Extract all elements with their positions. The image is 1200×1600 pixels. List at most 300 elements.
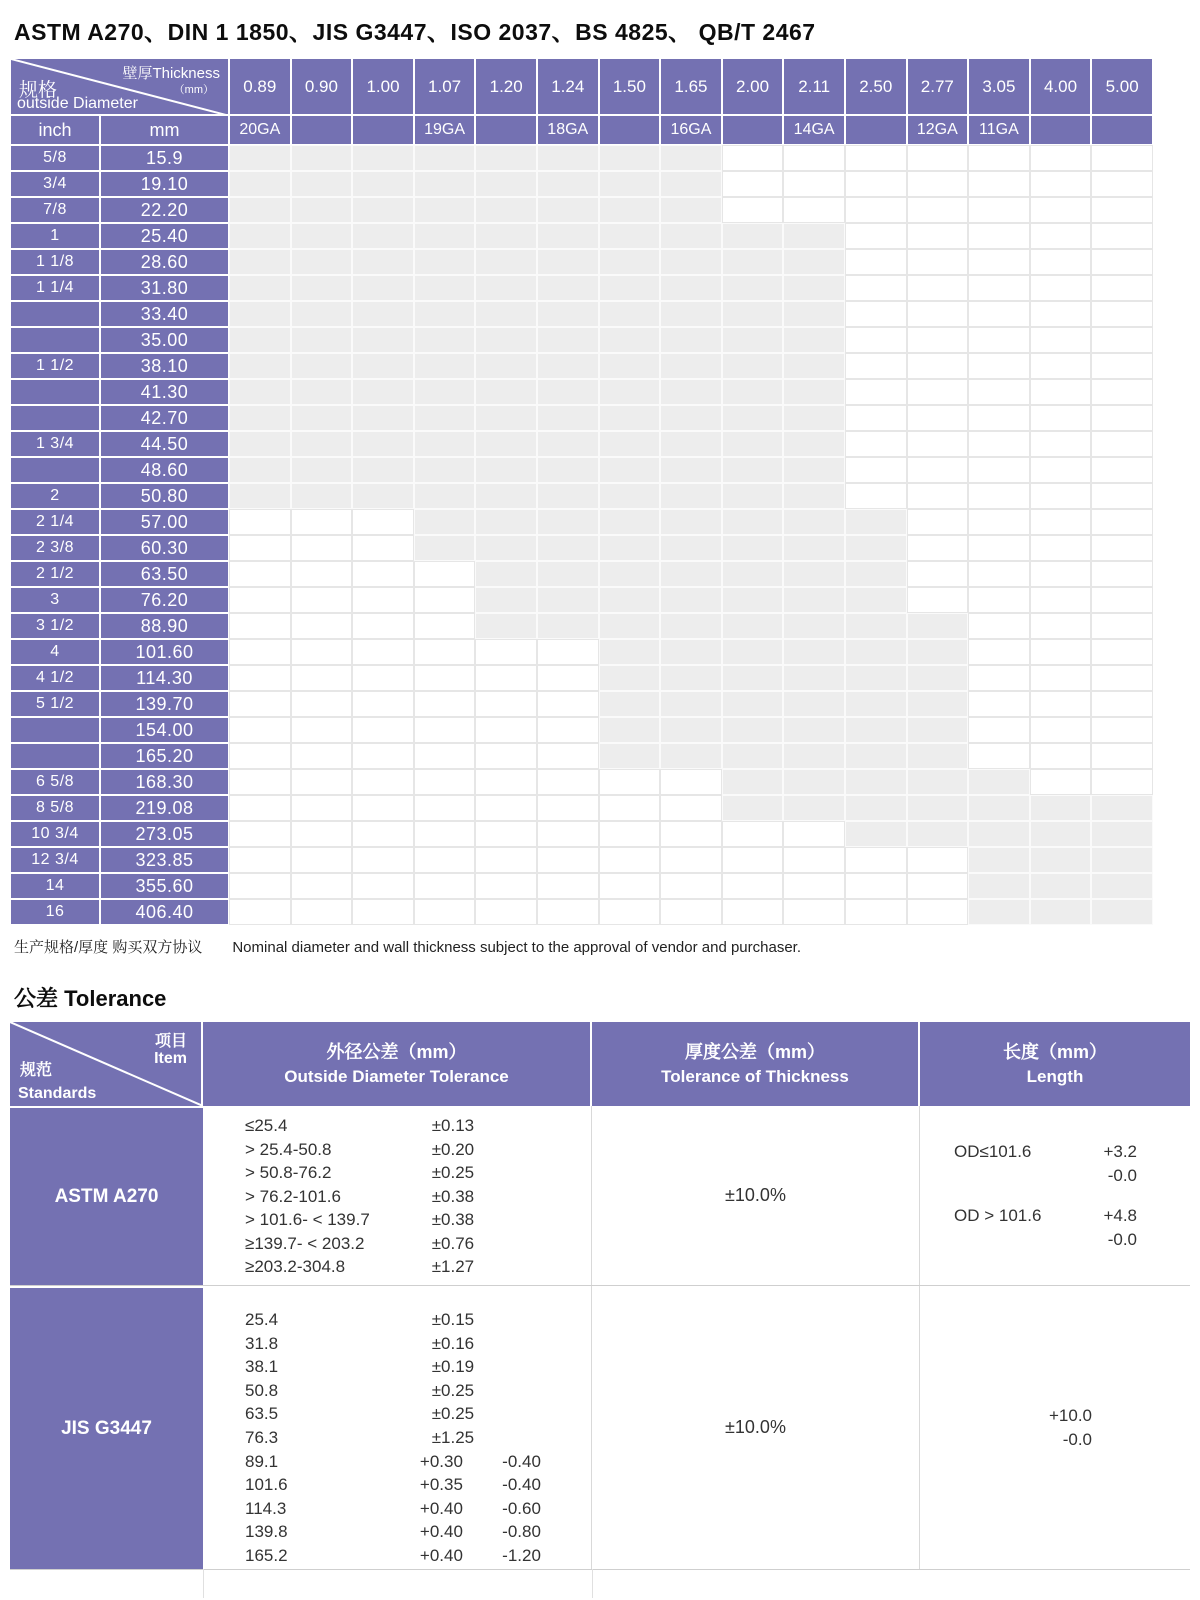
unavailable-cell — [229, 639, 291, 665]
available-cell — [907, 821, 969, 847]
unavailable-cell — [352, 509, 414, 535]
available-cell — [414, 431, 476, 457]
available-cell — [783, 769, 845, 795]
od-tolerance-line — [203, 1355, 591, 1379]
available-cell — [537, 197, 599, 223]
od-tolerance-line — [203, 1138, 591, 1162]
available-cell — [475, 535, 537, 561]
unavailable-cell — [291, 561, 353, 587]
od-range: > 76.2-101.6 — [245, 1186, 341, 1206]
gauge-header-cell: 11GA — [968, 115, 1030, 145]
mm-unit-cell: mm — [100, 115, 229, 145]
unavailable-cell — [660, 795, 722, 821]
inch-value-cell: 8 5/8 — [10, 795, 100, 821]
mm-value-cell: 165.20 — [100, 743, 229, 769]
corner-spec-label-cn: 规格 — [19, 80, 58, 101]
unavailable-cell — [1030, 535, 1092, 561]
available-cell — [352, 353, 414, 379]
available-cell — [599, 405, 661, 431]
tolerance-row-jis — [10, 1286, 1190, 1570]
unavailable-cell — [1091, 457, 1153, 483]
od-range: 63.5 — [245, 1404, 279, 1424]
unavailable-cell — [414, 639, 476, 665]
unavailable-cell — [722, 821, 784, 847]
unavailable-cell — [537, 821, 599, 847]
available-cell — [968, 899, 1030, 925]
inch-value-cell: 2 — [10, 483, 100, 509]
unavailable-cell — [291, 743, 353, 769]
od-header-cn: 外径公差（mm） — [326, 1042, 467, 1062]
available-cell — [414, 353, 476, 379]
available-cell — [414, 223, 476, 249]
available-cell — [291, 145, 353, 171]
th-header-en: Tolerance of Thickness — [661, 1067, 849, 1086]
unavailable-cell — [845, 197, 907, 223]
gauge-header-cell: 12GA — [907, 115, 969, 145]
unavailable-cell — [352, 873, 414, 899]
available-cell — [783, 665, 845, 691]
unavailable-cell — [1091, 223, 1153, 249]
unavailable-cell — [537, 899, 599, 925]
available-cell — [599, 535, 661, 561]
unavailable-cell — [1030, 353, 1092, 379]
available-cell — [475, 509, 537, 535]
unavailable-cell — [537, 743, 599, 769]
unavailable-cell — [660, 821, 722, 847]
standard-label: JIS G3447 — [10, 1286, 203, 1569]
available-cell — [845, 795, 907, 821]
available-cell — [968, 821, 1030, 847]
size-thickness-table — [10, 58, 1153, 925]
available-cell — [845, 821, 907, 847]
available-cell — [722, 327, 784, 353]
unavailable-cell — [352, 795, 414, 821]
od-range: 139.8 — [245, 1522, 288, 1542]
available-cell — [660, 405, 722, 431]
unavailable-cell — [968, 509, 1030, 535]
th-header-cn: 厚度公差（mm） — [684, 1042, 825, 1062]
od-tolerance-cell — [203, 1106, 592, 1285]
available-cell — [475, 561, 537, 587]
available-cell — [783, 249, 845, 275]
available-cell — [229, 327, 291, 353]
available-cell — [660, 353, 722, 379]
available-cell — [660, 587, 722, 613]
available-cell — [1030, 821, 1092, 847]
unavailable-cell — [845, 379, 907, 405]
unavailable-cell — [1030, 327, 1092, 353]
available-cell — [845, 665, 907, 691]
unavailable-cell — [1091, 249, 1153, 275]
unavailable-cell — [599, 769, 661, 795]
od-range: > 50.8-76.2 — [245, 1163, 332, 1182]
available-cell — [660, 171, 722, 197]
unavailable-cell — [291, 665, 353, 691]
inch-value-cell: 3 — [10, 587, 100, 613]
available-cell — [783, 353, 845, 379]
od-tolerance-line — [203, 1379, 591, 1403]
available-cell — [722, 561, 784, 587]
available-cell — [291, 353, 353, 379]
available-cell — [599, 379, 661, 405]
available-cell — [352, 379, 414, 405]
unavailable-cell — [1030, 301, 1092, 327]
unavailable-cell — [907, 587, 969, 613]
unavailable-cell — [1030, 405, 1092, 431]
unavailable-cell — [537, 665, 599, 691]
available-cell — [599, 743, 661, 769]
available-cell — [414, 379, 476, 405]
unavailable-cell — [1091, 379, 1153, 405]
unavailable-cell — [907, 431, 969, 457]
unavailable-cell — [845, 873, 907, 899]
unavailable-cell — [660, 769, 722, 795]
unavailable-cell — [1030, 691, 1092, 717]
thickness-header-cell: 2.50 — [845, 58, 907, 115]
od-tolerance-value: ±0.76 — [431, 1233, 475, 1253]
unavailable-cell — [291, 795, 353, 821]
available-cell — [722, 301, 784, 327]
available-cell — [722, 431, 784, 457]
available-cell — [229, 379, 291, 405]
available-cell — [537, 457, 599, 483]
available-cell — [599, 197, 661, 223]
unavailable-cell — [968, 613, 1030, 639]
unavailable-cell — [414, 691, 476, 717]
available-cell — [660, 145, 722, 171]
inch-value-cell: 1 1/4 — [10, 275, 100, 301]
available-cell — [599, 145, 661, 171]
available-cell — [291, 223, 353, 249]
mm-value-cell: 101.60 — [100, 639, 229, 665]
standard-label: ASTM A270 — [10, 1106, 203, 1285]
gauge-header-cell: 18GA — [537, 115, 599, 145]
unavailable-cell — [1030, 483, 1092, 509]
mm-value-cell: 57.00 — [100, 509, 229, 535]
available-cell — [907, 665, 969, 691]
available-cell — [414, 249, 476, 275]
od-tolerance-cell — [203, 1286, 592, 1569]
unavailable-cell — [722, 145, 784, 171]
unavailable-cell — [1091, 145, 1153, 171]
unavailable-cell — [291, 847, 353, 873]
available-cell — [537, 561, 599, 587]
thickness-header-cell: 2.00 — [722, 58, 784, 115]
gauge-header-cell: 14GA — [783, 115, 845, 145]
available-cell — [1091, 795, 1153, 821]
gauge-header-cell: 19GA — [414, 115, 476, 145]
unavailable-cell — [229, 535, 291, 561]
available-cell — [722, 483, 784, 509]
available-cell — [783, 587, 845, 613]
unavailable-cell — [475, 795, 537, 821]
available-cell — [599, 327, 661, 353]
available-cell — [660, 691, 722, 717]
unavailable-cell — [660, 873, 722, 899]
unavailable-cell — [475, 691, 537, 717]
gauge-header-cell — [352, 115, 414, 145]
available-cell — [783, 223, 845, 249]
unavailable-cell — [783, 197, 845, 223]
available-cell — [414, 405, 476, 431]
unavailable-cell — [907, 899, 969, 925]
available-cell — [537, 327, 599, 353]
available-cell — [475, 405, 537, 431]
unavailable-cell — [229, 743, 291, 769]
unavailable-cell — [229, 769, 291, 795]
unavailable-cell — [1030, 561, 1092, 587]
available-cell — [968, 795, 1030, 821]
mm-value-cell: 35.00 — [100, 327, 229, 353]
available-cell — [537, 171, 599, 197]
unavailable-cell — [783, 821, 845, 847]
unavailable-cell — [968, 457, 1030, 483]
mm-value-cell: 63.50 — [100, 561, 229, 587]
unavailable-cell — [1030, 431, 1092, 457]
inch-value-cell: 1 1/8 — [10, 249, 100, 275]
length-values: +10.0 -0.0 — [1048, 1405, 1092, 1449]
available-cell — [1030, 795, 1092, 821]
gauge-header-cell — [1030, 115, 1092, 145]
mm-value-cell: 19.10 — [100, 171, 229, 197]
available-cell — [229, 301, 291, 327]
unavailable-cell — [352, 691, 414, 717]
available-cell — [722, 769, 784, 795]
mm-value-cell: 76.20 — [100, 587, 229, 613]
available-cell — [414, 457, 476, 483]
available-cell — [352, 483, 414, 509]
col-header-length — [920, 1022, 1190, 1106]
unavailable-cell — [1091, 743, 1153, 769]
available-cell — [599, 223, 661, 249]
unavailable-cell — [1091, 691, 1153, 717]
unavailable-cell — [1091, 769, 1153, 795]
available-cell — [291, 249, 353, 275]
length-tolerance-cell — [920, 1106, 1190, 1285]
unavailable-cell — [968, 561, 1030, 587]
od-tolerance-value: +0.30 -0.40 — [419, 1451, 541, 1471]
od-range: ≥139.7- < 203.2 — [245, 1233, 365, 1253]
available-cell — [907, 743, 969, 769]
available-cell — [537, 509, 599, 535]
length-values: +4.8 -0.0 — [1103, 1205, 1137, 1249]
available-cell — [352, 405, 414, 431]
available-cell — [229, 275, 291, 301]
unavailable-cell — [907, 275, 969, 301]
unavailable-cell — [352, 587, 414, 613]
available-cell — [783, 327, 845, 353]
unavailable-cell — [907, 379, 969, 405]
available-cell — [1030, 847, 1092, 873]
od-tolerance-value: ±0.25 — [431, 1163, 475, 1182]
unavailable-cell — [1030, 587, 1092, 613]
od-tolerance-line — [203, 1402, 591, 1426]
inch-value-cell — [10, 379, 100, 405]
gauge-header-cell — [722, 115, 784, 145]
unavailable-cell — [1030, 509, 1092, 535]
od-tolerance-value: +0.40 -0.80 — [419, 1522, 541, 1542]
available-cell — [291, 275, 353, 301]
available-cell — [599, 171, 661, 197]
page-title: ASTM A270、DIN 1 1850、JIS G3447、ISO 2037、BS 4825、 QB/T 2467 — [14, 19, 816, 45]
available-cell — [352, 275, 414, 301]
unavailable-cell — [1091, 353, 1153, 379]
available-cell — [845, 587, 907, 613]
unavailable-cell — [1030, 145, 1092, 171]
unavailable-cell — [907, 249, 969, 275]
available-cell — [352, 327, 414, 353]
corner-item-cn: 项目 — [154, 1033, 187, 1050]
length-condition: OD > 101.6 — [954, 1205, 1042, 1225]
available-cell — [660, 639, 722, 665]
available-cell — [722, 535, 784, 561]
unavailable-cell — [475, 873, 537, 899]
unavailable-cell — [414, 561, 476, 587]
unavailable-cell — [352, 769, 414, 795]
unavailable-cell — [845, 327, 907, 353]
od-tolerance-value: ±0.38 — [431, 1210, 475, 1229]
available-cell — [537, 587, 599, 613]
available-cell — [291, 431, 353, 457]
unavailable-cell — [537, 873, 599, 899]
unavailable-cell — [845, 899, 907, 925]
mm-value-cell: 219.08 — [100, 795, 229, 821]
unavailable-cell — [907, 405, 969, 431]
available-cell — [352, 301, 414, 327]
unavailable-cell — [907, 301, 969, 327]
available-cell — [229, 197, 291, 223]
unavailable-cell — [599, 899, 661, 925]
footnote-cn: 生产规格/厚度 购买双方协议 — [14, 939, 203, 956]
available-cell — [660, 431, 722, 457]
mm-value-cell: 323.85 — [100, 847, 229, 873]
available-cell — [660, 249, 722, 275]
available-cell — [599, 691, 661, 717]
unavailable-cell — [968, 379, 1030, 405]
available-cell — [968, 873, 1030, 899]
inch-value-cell — [10, 301, 100, 327]
unavailable-cell — [968, 327, 1030, 353]
unavailable-cell — [352, 665, 414, 691]
available-cell — [722, 795, 784, 821]
od-tolerance-line — [203, 1497, 591, 1521]
inch-value-cell — [10, 743, 100, 769]
thickness-header-cell: 1.65 — [660, 58, 722, 115]
od-tolerance-value: ±0.38 — [431, 1186, 475, 1206]
available-cell — [414, 275, 476, 301]
available-cell — [845, 743, 907, 769]
od-tolerance-value: +0.40 -0.60 — [419, 1498, 541, 1518]
unavailable-cell — [537, 717, 599, 743]
inch-value-cell: 1 — [10, 223, 100, 249]
available-cell — [599, 275, 661, 301]
unavailable-cell — [1091, 405, 1153, 431]
thickness-tolerance-value: ±10.0% — [592, 1106, 920, 1285]
available-cell — [722, 405, 784, 431]
thickness-header-cell: 1.20 — [475, 58, 537, 115]
available-cell — [783, 743, 845, 769]
unavailable-cell — [475, 639, 537, 665]
available-cell — [660, 483, 722, 509]
unavailable-cell — [845, 249, 907, 275]
thickness-header-cell: 0.90 — [291, 58, 353, 115]
available-cell — [783, 535, 845, 561]
available-cell — [599, 457, 661, 483]
unavailable-cell — [1030, 249, 1092, 275]
unavailable-cell — [291, 821, 353, 847]
available-cell — [1030, 899, 1092, 925]
available-cell — [660, 223, 722, 249]
inch-value-cell: 2 1/4 — [10, 509, 100, 535]
unavailable-cell — [229, 587, 291, 613]
unavailable-cell — [475, 743, 537, 769]
length-values: +3.2 -0.0 — [1103, 1141, 1137, 1185]
inch-value-cell: 1 1/2 — [10, 353, 100, 379]
available-cell — [722, 639, 784, 665]
inch-value-cell — [10, 405, 100, 431]
available-cell — [783, 691, 845, 717]
unavailable-cell — [599, 847, 661, 873]
od-tolerance-value: ±0.25 — [431, 1404, 475, 1424]
available-cell — [599, 613, 661, 639]
mm-value-cell: 22.20 — [100, 197, 229, 223]
unavailable-cell — [291, 535, 353, 561]
available-cell — [414, 535, 476, 561]
available-cell — [229, 223, 291, 249]
available-cell — [845, 769, 907, 795]
inch-value-cell: 3 1/2 — [10, 613, 100, 639]
available-cell — [907, 639, 969, 665]
available-cell — [722, 457, 784, 483]
available-cell — [414, 145, 476, 171]
od-tolerance-value: +0.35 -0.40 — [419, 1475, 541, 1495]
unavailable-cell — [845, 145, 907, 171]
mm-value-cell: 42.70 — [100, 405, 229, 431]
gauge-header-cell: 16GA — [660, 115, 722, 145]
unavailable-cell — [352, 847, 414, 873]
unavailable-cell — [907, 535, 969, 561]
tolerance-heading: 公差 Tolerance — [14, 986, 167, 1011]
inch-value-cell: 2 1/2 — [10, 561, 100, 587]
available-cell — [783, 379, 845, 405]
od-range: 25.4 — [245, 1310, 279, 1329]
unavailable-cell — [537, 691, 599, 717]
available-cell — [783, 639, 845, 665]
unavailable-cell — [291, 873, 353, 899]
mm-value-cell: 60.30 — [100, 535, 229, 561]
available-cell — [537, 483, 599, 509]
mm-value-cell: 114.30 — [100, 665, 229, 691]
mm-value-cell: 273.05 — [100, 821, 229, 847]
available-cell — [537, 145, 599, 171]
unavailable-cell — [1030, 769, 1092, 795]
available-cell — [783, 795, 845, 821]
inch-value-cell: 10 3/4 — [10, 821, 100, 847]
available-cell — [414, 171, 476, 197]
inch-value-cell: 16 — [10, 899, 100, 925]
unavailable-cell — [845, 171, 907, 197]
unavailable-cell — [1030, 379, 1092, 405]
available-cell — [1091, 847, 1153, 873]
available-cell — [229, 457, 291, 483]
available-cell — [475, 197, 537, 223]
unavailable-cell — [968, 535, 1030, 561]
available-cell — [660, 327, 722, 353]
available-cell — [722, 379, 784, 405]
unavailable-cell — [968, 223, 1030, 249]
available-cell — [907, 613, 969, 639]
unavailable-cell — [352, 717, 414, 743]
